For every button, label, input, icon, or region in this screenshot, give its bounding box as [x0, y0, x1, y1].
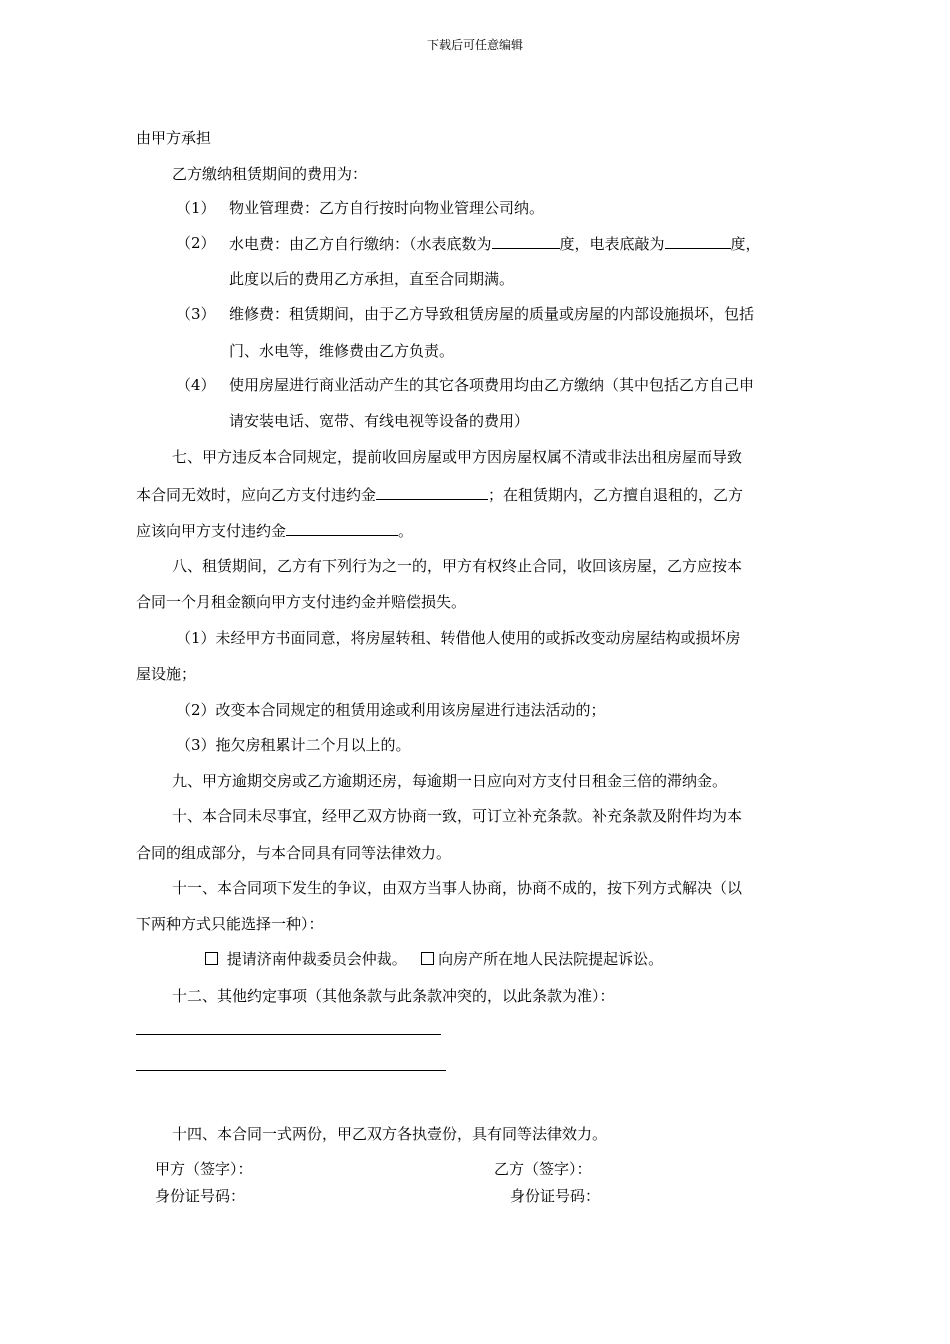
party-b-signature-label: 乙方（签字）： [494, 1160, 592, 1178]
clause-10-continued: 合同的组成部分，与本合同具有同等法律效力。 [136, 844, 452, 862]
arbitration-option-label: 提请济南仲裁委员会仲裁。 [226, 950, 407, 968]
item-number-4: （4） [176, 376, 216, 394]
fees-heading: 乙方缴纳租赁期间的费用为： [172, 165, 368, 183]
utilities-fee-text-b: 度，电表底敲为 [559, 235, 665, 253]
clause-14-text: 十四、本合同一式两份，甲乙双方各执壹份，具有同等法律效力。 [172, 1125, 608, 1143]
litigation-option[interactable] [421, 950, 663, 968]
party-b-penalty-blank[interactable] [286, 520, 398, 536]
litigation-option-label: 向房产所在地人民法院提起诉讼。 [438, 950, 664, 968]
utilities-fee-text-c: 度， [730, 235, 761, 253]
party-a-signature-label: 甲方（签字）： [155, 1160, 253, 1178]
clause-9-text: 九、甲方逾期交房或乙方逾期还房，每逾期一日应向对方支付日租金三倍的滞纳金。 [172, 772, 728, 790]
clause-8-text: 八、租赁期间，乙方有下列行为之一的，甲方有权终止合同，收回该房屋，乙方应按本 [172, 557, 743, 575]
other-terms-blank-line[interactable] [136, 1034, 441, 1035]
other-terms-blank-line[interactable] [136, 1070, 446, 1071]
utilities-fee-continued: 此度以后的费用乙方承担，直至合同期满。 [229, 270, 515, 288]
dispute-options [205, 949, 663, 969]
clause-8-item-1: （1）未经甲方书面同意，将房屋转租、转借他人使用的或拆改变动房屋结构或损坏房 [176, 629, 741, 647]
clause-8-item-1-continued: 屋设施； [136, 665, 197, 683]
commercial-fee-text: 使用房屋进行商业活动产生的其它各项费用均由乙方缴纳（其中包括乙方自己申 [229, 376, 755, 394]
property-fee-text: 物业管理费：乙方自行按时向物业管理公司纳。 [229, 199, 545, 217]
clause-7-text-2a: 本合同无效时，应向乙方支付违约金 [136, 486, 377, 504]
clause-7-text-3b: 。 [398, 522, 414, 540]
arbitration-option[interactable] [205, 950, 407, 968]
party-a-penalty-blank[interactable] [376, 484, 488, 500]
clause-11-text: 十一、本合同项下发生的争议，由双方当事人协商，协商不成的，按下列方式解决（以 [172, 879, 743, 897]
clause-7-text-2b: ；在租赁期内，乙方擅自退租的，乙方 [488, 486, 744, 504]
commercial-fee-continued: 请安装电话、宽带、有线电视等设备的费用） [229, 412, 530, 430]
clause-10-text: 十、本合同未尽事宜，经甲乙双方协商一致，可订立补充条款。补充条款及附件均为本 [172, 807, 743, 825]
clause-7-text-3a: 应该向甲方支付违约金 [136, 522, 287, 540]
clause-8-continued: 合同一个月租金额向甲方支付违约金并赔偿损失。 [136, 593, 467, 611]
checkbox-icon[interactable] [421, 952, 434, 965]
clause-8-item-3: （3）拖欠房租累计二个月以上的。 [176, 736, 411, 754]
repair-fee-text: 维修费：租赁期间，由于乙方导致租赁房屋的质量或房屋的内部设施损坏，包括 [229, 305, 755, 323]
repair-fee-continued: 门、水电等，维修费由乙方负责。 [229, 342, 455, 360]
party-b-id-label: 身份证号码： [510, 1187, 601, 1205]
water-meter-blank[interactable] [492, 233, 560, 249]
page-header-note: 下载后可任意编辑 [426, 38, 523, 52]
clause-8-item-2: （2）改变本合同规定的租赁用途或利用该房屋进行违法活动的； [176, 701, 606, 719]
line-borne-by-party-a: 由甲方承担 [136, 129, 212, 147]
item-number-3: （3） [176, 305, 216, 323]
clause-7-text: 七、甲方违反本合同规定，提前收回房屋或甲方因房屋权属不清或非法出租房屋而导致 [172, 448, 743, 466]
clause-7-line-2 [136, 484, 743, 505]
clause-12-text: 十二、其他约定事项（其他条款与此条款冲突的，以此条款为准）： [172, 987, 615, 1005]
item-number-1: （1） [176, 199, 216, 217]
clause-11-continued: 下两种方式只能选择一种）： [136, 915, 324, 933]
party-a-id-label: 身份证号码： [155, 1187, 246, 1205]
utilities-fee-text-a: 水电费：由乙方自行缴纳：（水表底数为 [229, 235, 492, 253]
utilities-fee-line [229, 233, 761, 254]
item-number-2: （2） [176, 234, 216, 252]
checkbox-icon[interactable] [205, 952, 218, 965]
clause-7-line-3 [136, 520, 413, 541]
electric-meter-blank[interactable] [665, 233, 731, 249]
